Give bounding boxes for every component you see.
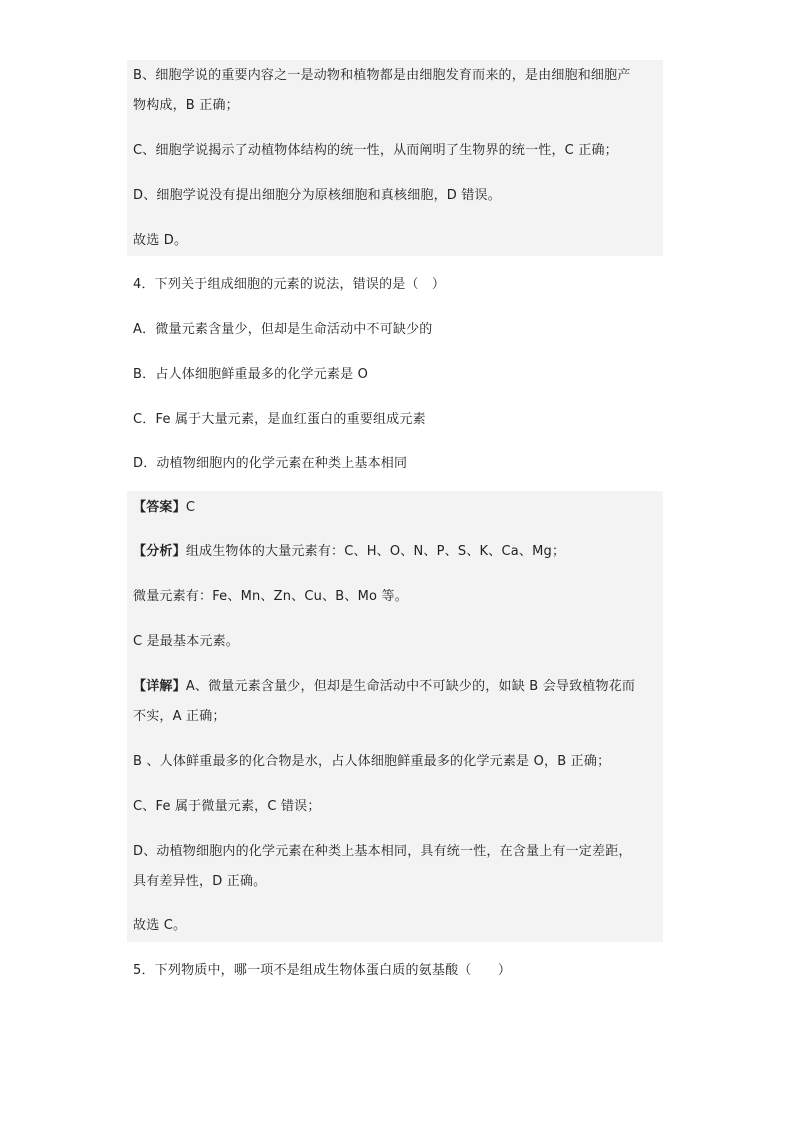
detail-choice: 故选 C。 (133, 918, 187, 933)
question-4-option-b: B．占人体细胞鲜重最多的化学元素是 O (133, 367, 369, 382)
solution-c: C、细胞学说揭示了动植物体结构的统一性，从而阐明了生物界的统一性，C 正确； (133, 143, 618, 158)
micro-elements-line: 微量元素有：Fe、Mn、Zn、Cu、B、Mo 等。 (133, 589, 408, 604)
detail-line-a2: 不实，A 正确； (133, 709, 226, 724)
basic-element-line: C 是最基本元素。 (133, 634, 240, 649)
detail-line-b: B 、人体鲜重最多的化合物是水，占人体细胞鲜重最多的化学元素是 O，B 正确； (133, 754, 611, 769)
detail-line-a1 (133, 679, 635, 695)
detail-line-d1: D、动植物细胞内的化学元素在种类上基本相同，具有统一性，在含量上有一定差距， (133, 844, 632, 859)
detail-a-text: A、微量元素含量少，但却是生命活动中不可缺少的，如缺 B 会导致植物花而 (185, 679, 636, 694)
question-5-stem: 5．下列物质中，哪一项不是组成生物体蛋白质的氨基酸（ ） (133, 963, 512, 978)
detail-line-c: C、Fe 属于微量元素，C 错误； (133, 799, 321, 814)
analysis-text: 组成生物体的大量元素有：C、H、O、N、P、S、K、Ca、Mg； (185, 544, 566, 559)
solution-d: D、细胞学说没有提出细胞分为原核细胞和真核细胞，D 错误。 (133, 188, 501, 203)
analysis-tag: 【分析】 (133, 544, 186, 559)
detail-line-d2: 具有差异性，D 正确。 (133, 874, 267, 889)
solution-choice: 故选 D。 (133, 233, 188, 248)
question-4-stem: 4．下列关于组成细胞的元素的说法，错误的是（ ） (133, 277, 446, 292)
question-4-option-d: D．动植物细胞内的化学元素在种类上基本相同 (133, 456, 408, 471)
solution-b-line1: B、细胞学说的重要内容之一是动物和植物都是由细胞发育而来的，是由细胞和细胞产 (133, 68, 631, 83)
answer-value: C (185, 500, 196, 515)
solution-b-line2: 物构成，B 正确； (133, 98, 239, 113)
question-4-option-c: C．Fe 属于大量元素，是血红蛋白的重要组成元素 (133, 412, 426, 427)
question-4-option-a: A．微量元素含量少，但却是生命活动中不可缺少的 (133, 322, 433, 337)
analysis-line (133, 544, 565, 560)
detail-tag: 【详解】 (133, 679, 186, 694)
answer-tag: 【答案】 (133, 500, 186, 515)
answer-line (133, 500, 195, 516)
